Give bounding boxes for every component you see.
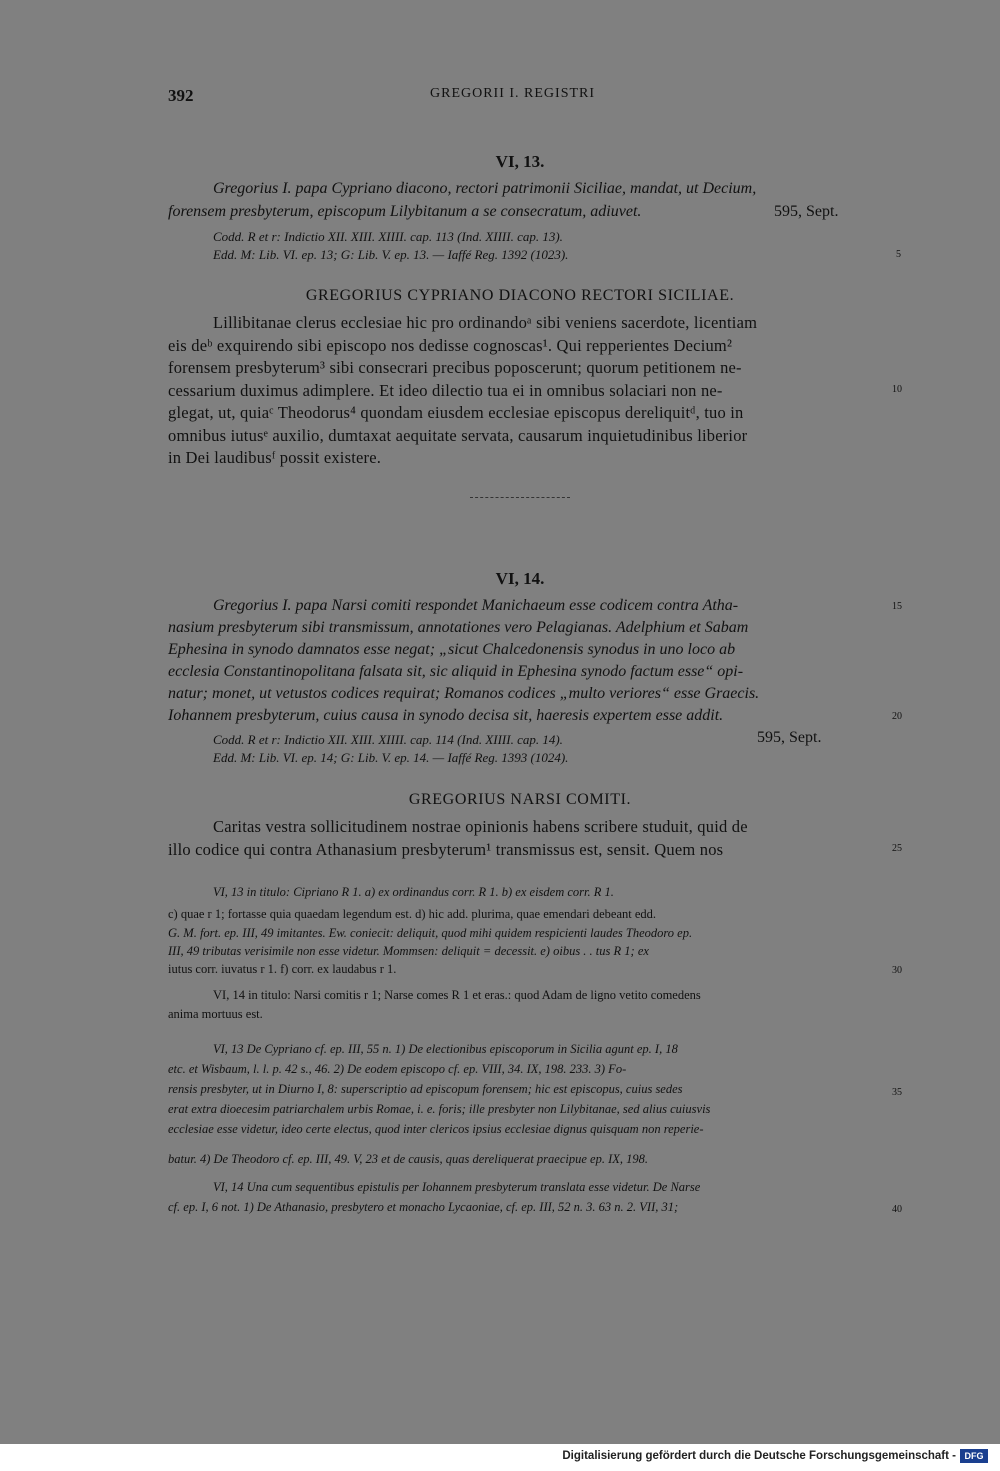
page-number: 392 xyxy=(168,86,194,105)
digitization-credit: Digitalisierung gefördert durch die Deutsche Forschungsgemeinschaft - xyxy=(562,1450,956,1462)
critical-note: VI, 13 in titulo: Cipriano R 1. a) ex ordinandus corr. R 1. b) ex eisdem corr. R 1. xyxy=(213,885,614,899)
letter-line: in Dei laudibusᶠ possit existere. xyxy=(168,448,382,467)
summary-line: Gregorius I. papa Narsi comiti respondet Manichaeum esse codicem contra Atha- xyxy=(213,597,739,614)
margin-line-number: 5 xyxy=(896,249,901,260)
letter-line: Caritas vestra sollicitudinem nostrae opinionis habens scribere studuit, quid de xyxy=(213,817,748,836)
critical-note: III, 49 tributas verisimile non esse videtur. Mommsen: deliquit = decessit. e) oibus . . tus R 1; ex xyxy=(168,944,649,958)
commentary-note: erat extra dioecesim patriarchalem urbis Romae, i. e. foris; ille presbyter non Lilybitanae, sed alius cuiusvis xyxy=(168,1102,711,1116)
letter-line: omnibus iutusᵉ auxilio, dumtaxat aequitate servata, causarum inquietudinibus liberior xyxy=(168,426,748,445)
margin-line-number: 15 xyxy=(892,601,902,612)
critical-note: G. M. fort. ep. III, 49 imitantes. Ew. coniecit: deliquit, quod mihi quidem respicienti laudes Theodoro ep. xyxy=(168,926,693,940)
letter-address: GREGORIUS CYPRIANO DIACONO RECTORI SICILIAE. xyxy=(305,287,735,304)
margin-line-number: 25 xyxy=(892,843,902,854)
letter-line: glegat, ut, quiaᶜ Theodorus⁴ quondam eiusdem ecclesiae episcopus dereliquitᵈ, tuo in xyxy=(168,403,744,422)
margin-line-number: 35 xyxy=(892,1087,902,1098)
codices-line: Codd. R et r: Indictio XII. XIII. XIIII. cap. 113 (Ind. XIIII. cap. 13). xyxy=(213,229,563,244)
letter-address: GREGORIUS NARSI COMITI. xyxy=(408,791,632,808)
summary-line: Iohannem presbyterum, cuius causa in synodo decisa sit, haeresis expertem esse addit. xyxy=(168,707,724,724)
summary-line: Gregorius I. papa Cypriano diacono, rectori patrimonii Siciliae, mandat, ut Decium, xyxy=(213,180,757,197)
letter-line: cessarium duximus adimplere. Et ideo dilectio tua ei in omnibus solaciari non ne- xyxy=(168,381,723,400)
commentary-note: ecclesiae esse videtur, ideo certe electus, quod inter clericos ipsius ecclesiae dignus quisquam non reperie- xyxy=(168,1122,704,1136)
commentary-note: VI, 14 Una cum sequentibus epistulis per Iohannem presbyterum translata esse videtur. De Narse xyxy=(213,1180,701,1194)
commentary-note: batur. 4) De Theodoro cf. ep. III, 49. V, 23 et de causis, quas dereliquerat praecipue ep. IX, 198. xyxy=(168,1152,649,1166)
editions-line: Edd. M: Lib. VI. ep. 14; G: Lib. V. ep. 14. — Iaffé Reg. 1393 (1024). xyxy=(213,750,569,765)
margin-line-number: 40 xyxy=(892,1204,902,1215)
commentary-note: VI, 13 De Cypriano cf. ep. III, 55 n. 1) De electionibus episcoporum in Sicilia agunt ep. I, 18 xyxy=(213,1042,678,1056)
letter-line: eis deᵇ exquirendo sibi episcopo nos dedisse cognoscas¹. Qui repperientes Decium² xyxy=(168,336,733,355)
section-divider xyxy=(470,497,570,500)
summary-line: forensem presbyterum, episcopum Lilybitanum a se consecratum, adiuvet. xyxy=(168,203,642,220)
date-line: 595, Sept. xyxy=(757,729,822,746)
dfg-logo: DFG xyxy=(960,1449,988,1463)
critical-note: c) quae r 1; fortasse quia quaedam legendum est. d) hic add. plurima, quae emendari debeant edd. xyxy=(168,907,657,921)
section-number: VI, 14. xyxy=(495,569,545,588)
commentary-note: cf. ep. I, 6 not. 1) De Athanasio, presbytero et monacho Lycaoniae, cf. ep. III, 52 n. 3. 63 n. 2. VII, 31; xyxy=(168,1200,679,1214)
section-number: VI, 13. xyxy=(495,152,545,171)
summary-line: natur; monet, ut vetustos codices requirat; Romanos codices „multo veriores“ esse Graecis. xyxy=(168,685,760,702)
critical-note: iutus corr. iuvatus r 1. f) corr. ex laudabus r 1. xyxy=(168,962,397,976)
margin-line-number: 20 xyxy=(892,711,902,722)
letter-line: Lillibitanae clerus ecclesiae hic pro ordinandoᵃ sibi veniens sacerdote, licentiam xyxy=(213,313,758,332)
margin-line-number: 10 xyxy=(892,384,902,395)
summary-line: ecclesia Constantinopolitana falsata sit, sic aliquid in Ephesina synodo factum esse“ opi- xyxy=(168,663,744,680)
letter-line: illo codice qui contra Athanasium presbyterum¹ transmissus est, sensit. Quem nos xyxy=(168,840,724,859)
letter-line: forensem presbyterum³ sibi consecrari precibus poposcerunt; quorum petitionem ne- xyxy=(168,358,742,377)
summary-line: nasium presbyterum sibi transmissum, annotationes vero Pelagianas. Adelphium et Sabam xyxy=(168,619,749,636)
critical-note: VI, 14 in titulo: Narsi comitis r 1; Narse comes R 1 et eras.: quod Adam de ligno vetito comedens xyxy=(213,988,701,1002)
critical-note: anima mortuus est. xyxy=(168,1007,263,1021)
commentary-note: etc. et Wisbaum, l. l. p. 42 s., 46. 2) De eodem episcopo cf. ep. VIII, 34. IX, 198. 233. 3) Fo- xyxy=(168,1062,627,1076)
codices-line: Codd. R et r: Indictio XII. XIII. XIIII. cap. 114 (Ind. XIIII. cap. 14). xyxy=(213,732,563,747)
running-title: GREGORII I. REGISTRI xyxy=(430,86,596,101)
summary-line: Ephesina in synodo damnatos esse negat; „sicut Chalcedonensis synodus in uno loco ab xyxy=(168,641,736,658)
date-line: 595, Sept. xyxy=(774,203,839,220)
editions-line: Edd. M: Lib. VI. ep. 13; G: Lib. V. ep. 13. — Iaffé Reg. 1392 (1023). xyxy=(213,247,569,262)
commentary-note: rensis presbyter, ut in Diurno I, 8: superscriptio ad episcopum forensem; hic est episcopus, cuius sedes xyxy=(168,1082,683,1096)
margin-line-number: 30 xyxy=(892,965,902,976)
